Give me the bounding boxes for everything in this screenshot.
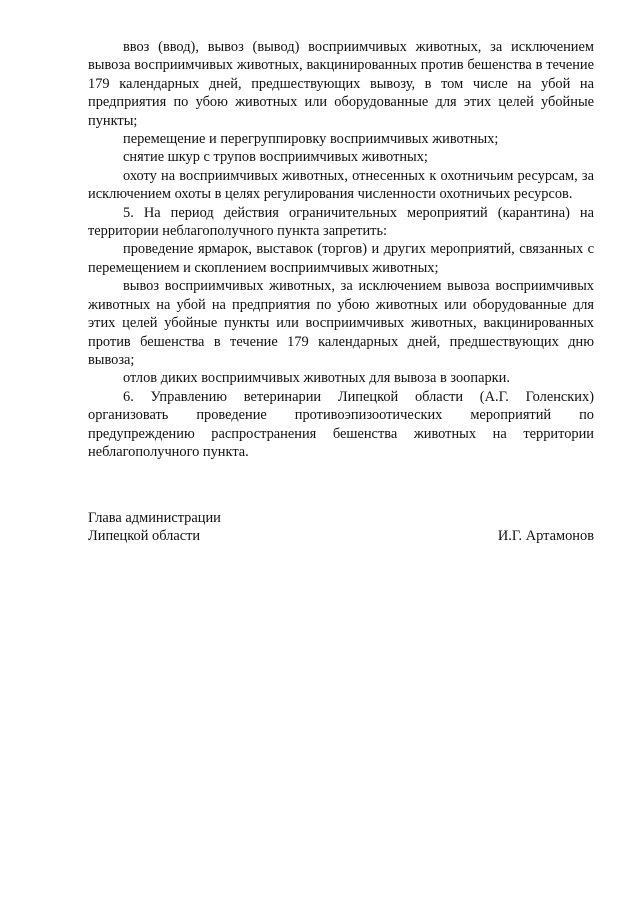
paragraph-export: вывоз восприимчивых животных, за исключением вывоза восприимчивых животных на убой на предприятия по убою животных или оборудованные для этих целей убойные пункты или восприимчивых животных, вакцинированных против бешенства в течение 179 календарных дней, предшествующих дню вывоза; xyxy=(88,278,594,368)
signature-block xyxy=(88,527,594,545)
paragraph-fairs: проведение ярмарок, выставок (торгов) и других мероприятий, связанных с перемещением и скоплением восприимчивых животных; xyxy=(88,241,594,276)
document-body xyxy=(88,38,594,461)
paragraph-item-5: 5. На период действия ограничительных мероприятий (карантина) на территории неблагополучного пункта запретить: xyxy=(88,204,594,240)
paragraph-import-export: ввоз (ввод), вывоз (вывод) восприимчивых животных, за исключением вывоза восприимчивых животных, вакцинированных против бешенства в течение 179 календарных дней, предшествующих вывозу, в том числе на убой на предприятия по убою животных или оборудованные для этих целей убойные пункты; xyxy=(88,39,594,129)
signature-title-line2: Липецкой области xyxy=(88,528,201,544)
paragraph-hunting: охоту на восприимчивых животных, отнесенных к охотничьим ресурсам, за исключением охоты в целях регулирования численности охотничьих ресурсов. xyxy=(88,167,594,203)
paragraph-relocation: перемещение и перегруппировку восприимчивых животных; xyxy=(123,131,499,148)
paragraph-skinning: снятие шкур с трупов восприимчивых животных; xyxy=(123,149,428,166)
signatory-name: И.Г. Артамонов xyxy=(497,528,594,544)
paragraph-capture: отлов диких восприимчивых животных для вывоза в зоопарки. xyxy=(123,370,510,387)
paragraph-item-6: 6. Управлению ветеринарии Липецкой области (А.Г. Голенских) организовать проведение противоэпизоотических мероприятий по предупреждению распространения бешенства животных на территории неблагополучного пункта. xyxy=(88,388,594,460)
signature-title-line1: Глава администрации xyxy=(88,510,221,526)
